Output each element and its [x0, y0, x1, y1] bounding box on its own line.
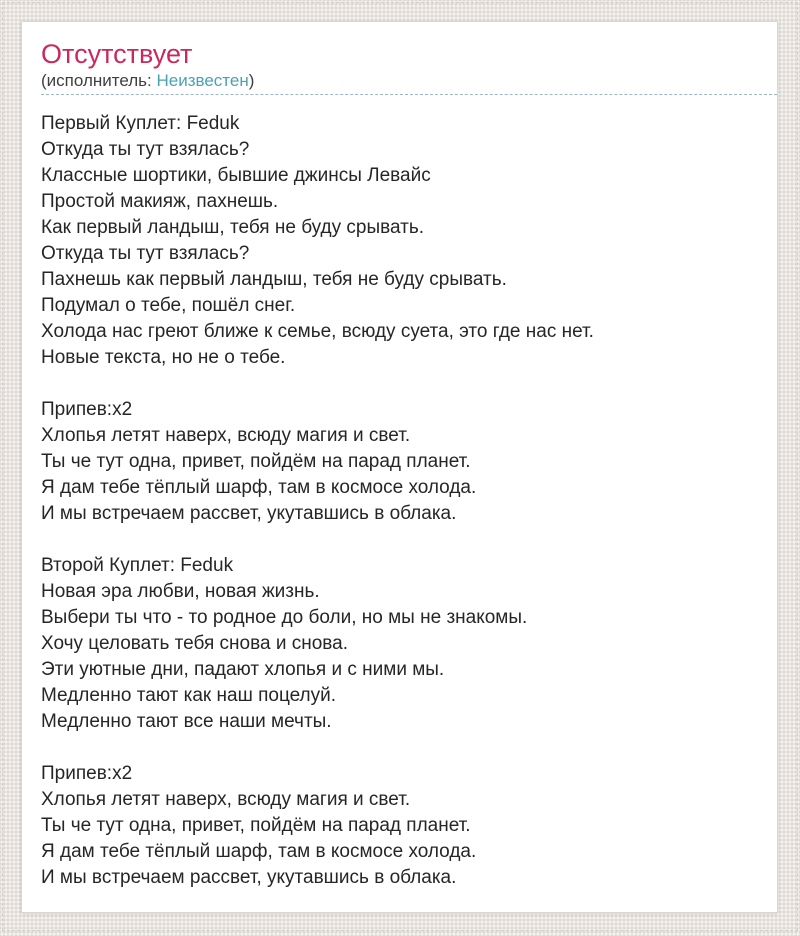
lyric-line — [41, 735, 758, 761]
lyric-line: Хлопья летят наверх, всюду магия и свет. — [41, 425, 411, 446]
lyric-line: Хочу целовать тебя снова и снова. — [41, 633, 349, 654]
lyric-line: Пахнешь как первый ландыш, тебя не буду срывать. — [41, 269, 507, 290]
lyric-line: И мы встречаем рассвет, укутавшись в облака. — [41, 503, 457, 524]
artist-prefix-label: (исполнитель: — [41, 71, 157, 90]
lyric-line: Как первый ландыш, тебя не буду срывать. — [41, 217, 425, 238]
lyric-line: Откуда ты тут взялась? — [41, 139, 250, 160]
lyrics-card — [21, 21, 778, 913]
artist-suffix-label: ) — [248, 71, 255, 90]
song-title: Отсутствует — [41, 39, 193, 69]
lyric-line: Медленно тают все наши мечты. — [41, 711, 332, 732]
lyric-line: Откуда ты тут взялась? — [41, 243, 250, 264]
lyric-line: Классные шортики, бывшие джинсы Левайс — [41, 165, 431, 186]
lyric-line: Припев:x2 — [41, 399, 133, 420]
lyric-line: И мы встречаем рассвет, укутавшись в облака. — [41, 867, 457, 888]
lyric-line: Второй Куплет: Feduk — [41, 555, 234, 576]
lyric-line — [41, 371, 758, 397]
lyric-line: Я дам тебе тёплый шарф, там в космосе холода. — [41, 841, 477, 862]
artist-line — [41, 71, 777, 94]
artist-link[interactable]: Неизвестен — [156, 71, 249, 90]
lyric-line: Припев:x2 — [41, 763, 133, 784]
lyric-line: Простой макияж, пахнешь. — [41, 191, 279, 212]
card-header — [22, 22, 777, 94]
lyric-line: Я дам тебе тёплый шарф, там в космосе холода. — [41, 477, 477, 498]
lyrics-text — [22, 95, 777, 891]
lyric-line: Медленно тают как наш поцелуй. — [41, 685, 337, 706]
lyric-line: Новая эра любви, новая жизнь. — [41, 581, 320, 602]
lyric-line: Хлопья летят наверх, всюду магия и свет. — [41, 789, 411, 810]
lyric-line: Подумал о тебе, пошёл снег. — [41, 295, 296, 316]
lyric-line: Выбери ты что - то родное до боли, но мы не знакомы. — [41, 607, 528, 628]
lyric-line: Ты че тут одна, привет, пойдём на парад планет. — [41, 815, 471, 836]
lyric-line: Новые текста, но не о тебе. — [41, 347, 286, 368]
lyric-line: Ты че тут одна, привет, пойдём на парад планет. — [41, 451, 471, 472]
lyric-line: Эти уютные дни, падают хлопья и с ними мы. — [41, 659, 445, 680]
lyric-line: Первый Куплет: Feduk — [41, 113, 240, 134]
lyric-line: Холода нас греют ближе к семье, всюду суета, это где нас нет. — [41, 321, 594, 342]
lyric-line — [41, 527, 758, 553]
